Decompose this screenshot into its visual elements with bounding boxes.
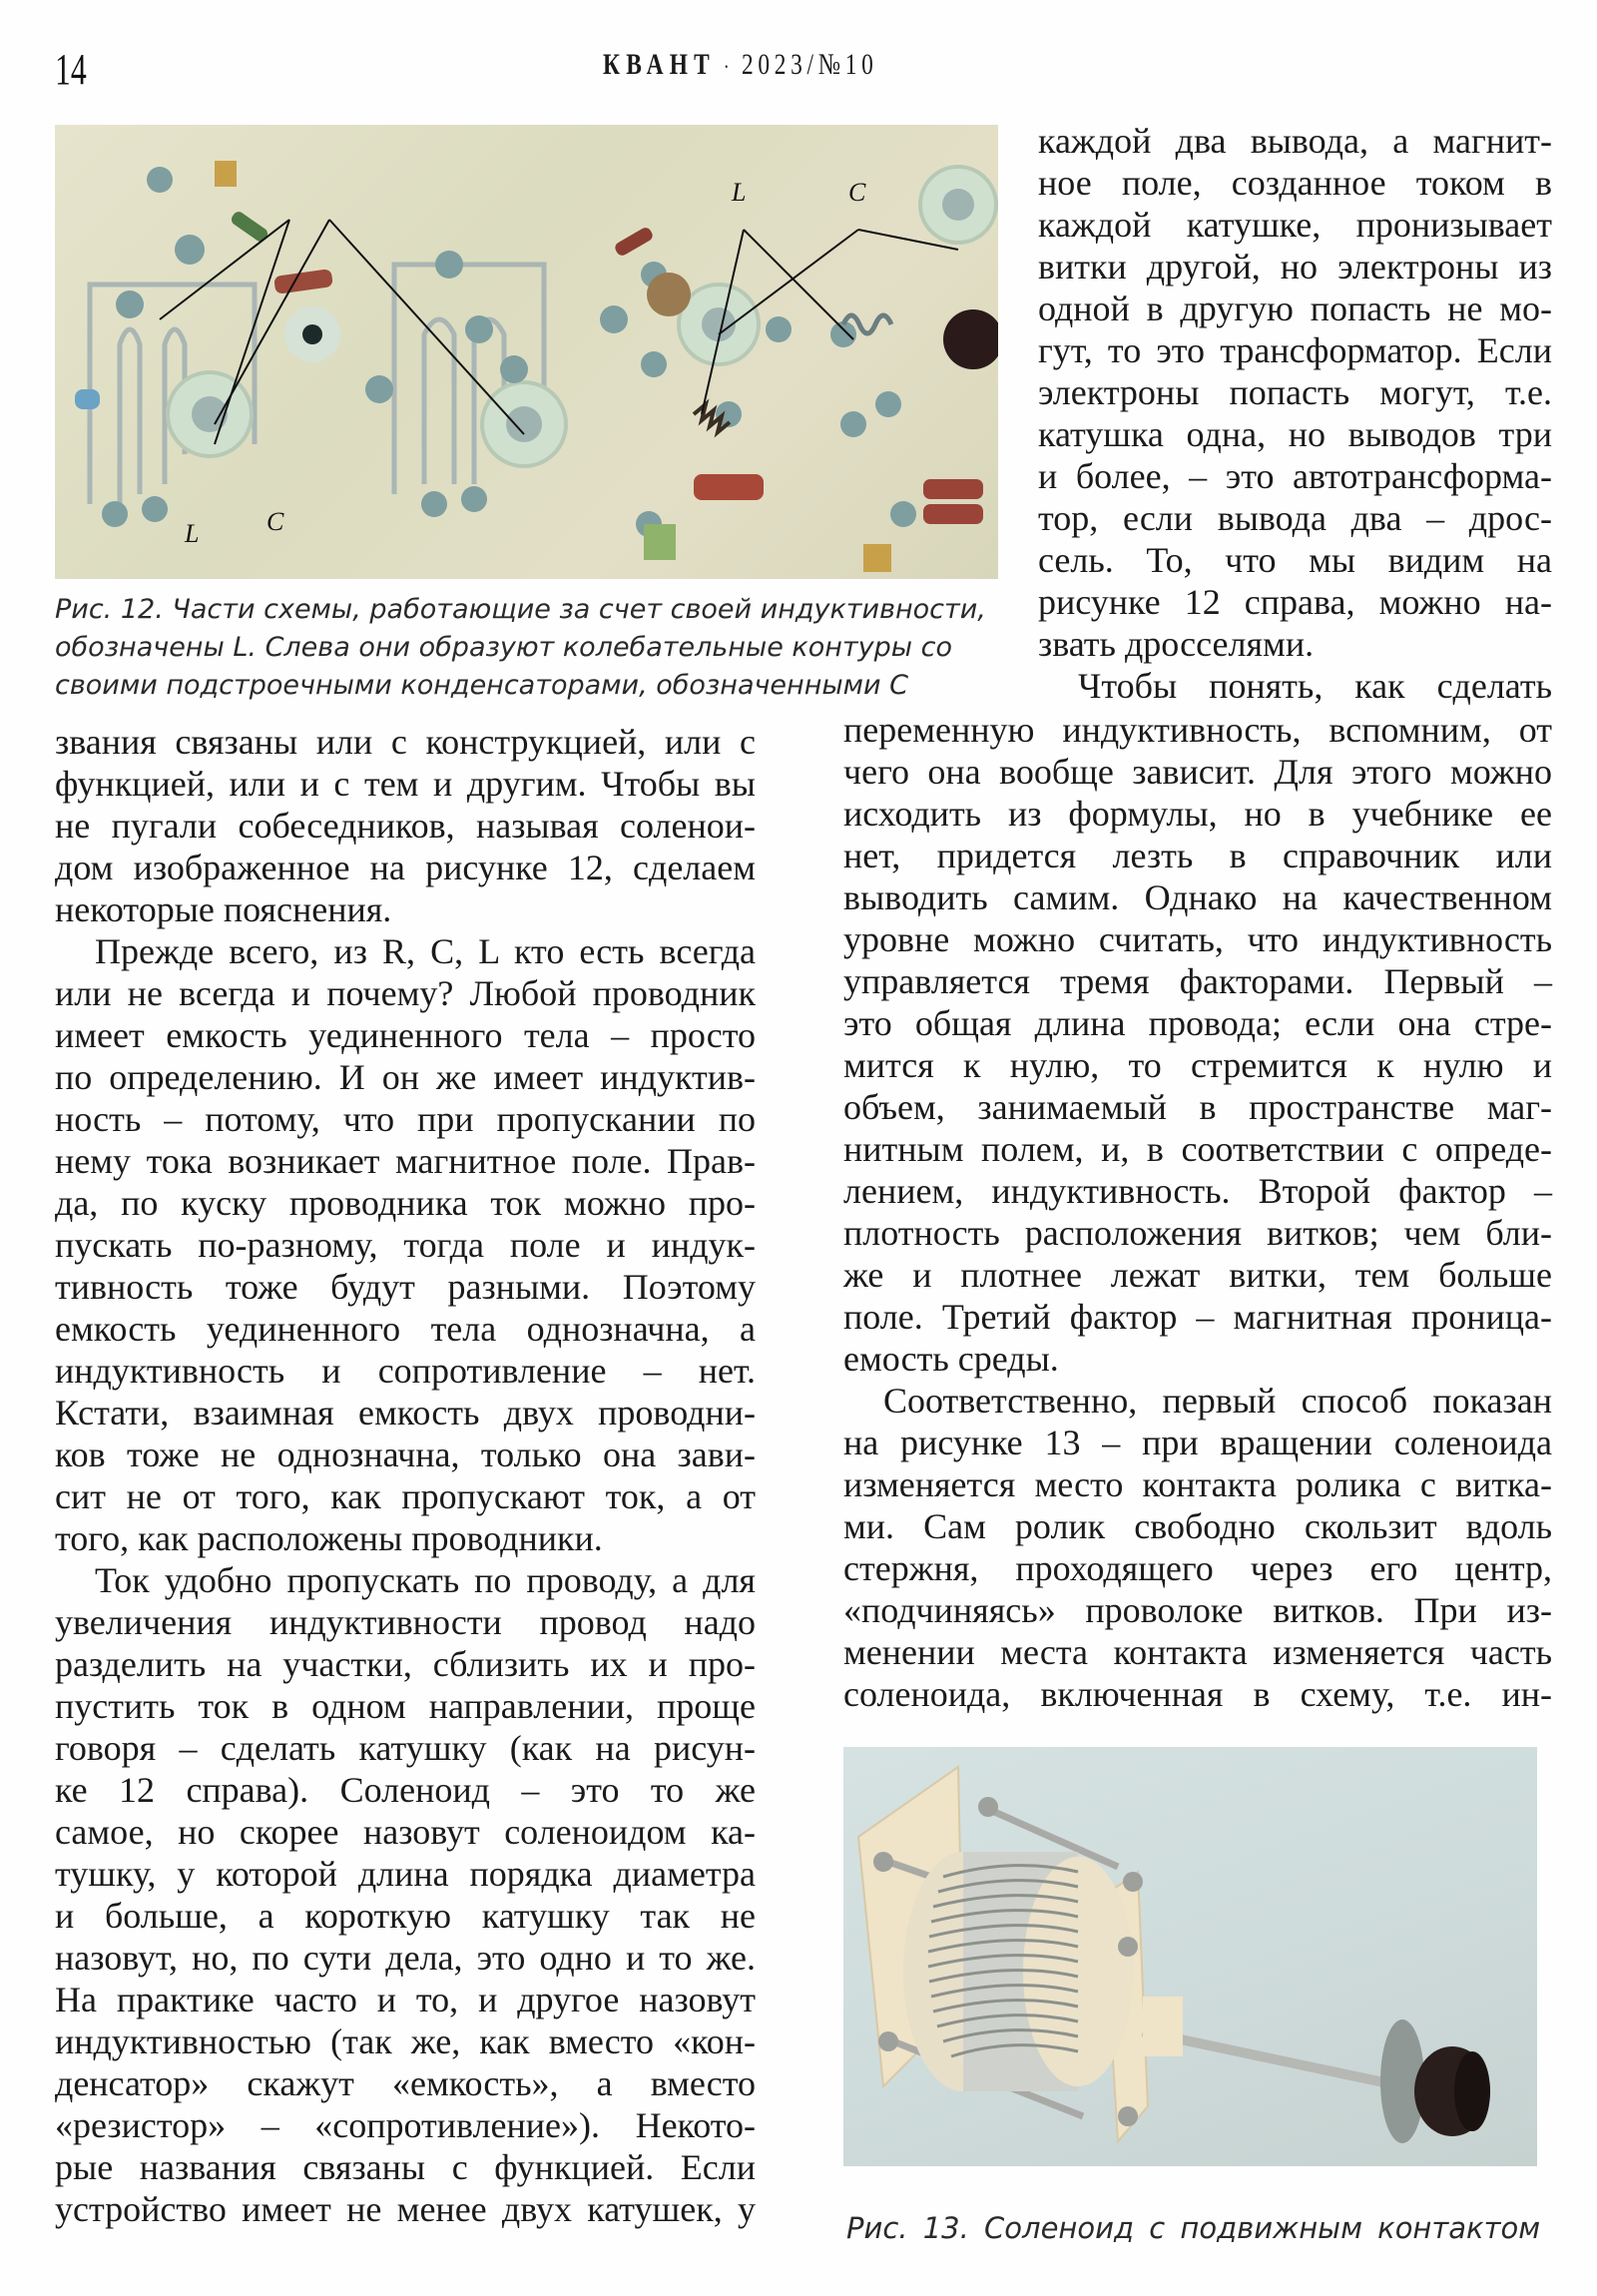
solder-pads	[102, 167, 916, 537]
text-line: каждой два вывода, а магнит-	[1038, 121, 1552, 161]
text-line: же и плотнее лежат витки, тем больше	[843, 1255, 1552, 1295]
text-line: индуктивность и сопротивление – нет.	[55, 1351, 756, 1391]
text-line: электроны попасть могут, т.е.	[1038, 372, 1552, 412]
resistors	[75, 161, 983, 572]
text-line: емость среды.	[843, 1339, 1059, 1379]
right-column-top	[1038, 120, 1552, 707]
text-line: одной в другую попасть не мо-	[1038, 288, 1552, 328]
text-line: или не всегда и почему? Любой проводник	[55, 973, 756, 1013]
text-line: ми. Сам ролик свободно скользит вдоль	[843, 1506, 1552, 1546]
figure-13-caption	[846, 2206, 1540, 2250]
text-line: пустить ток в одном направлении, проще	[55, 1686, 756, 1726]
text-line: гут, то это трансформатор. Если	[1038, 330, 1552, 370]
text-line: нитным полем, и, в соответствии с опреде-	[843, 1129, 1552, 1169]
right-column-bottom	[843, 709, 1552, 1715]
text-line: переменную индуктивность, вспомним, от	[843, 710, 1552, 750]
text-line: это общая длина провода; если она стре-	[843, 1003, 1552, 1043]
header-separator: ·	[723, 54, 735, 80]
text-line: функцией, или и с тем и другим. Чтобы вы	[55, 764, 756, 804]
text-line: ков тоже не однозначна, только она зави-	[55, 1435, 756, 1474]
text-line: управляется тремя факторами. Первый –	[843, 961, 1552, 1001]
text-line: поле. Третий фактор – магнитная проница-	[843, 1297, 1552, 1337]
text-line: мится к нулю, то стремится к нулю и	[843, 1045, 1552, 1085]
text-line: имеет емкость уединенного тела – просто	[55, 1015, 756, 1055]
text-line: изменяется место контакта ролика с витка-	[843, 1464, 1552, 1504]
caption-line: своими подстроечными конденсаторами, обозначенными C	[55, 670, 909, 701]
caption-line: обозначены L. Слева они образуют колебательные контуры со	[55, 632, 953, 663]
text-line: выводить самим. Однако на качественном	[843, 877, 1552, 917]
text-line: тор, если вывода два – дрос-	[1038, 498, 1552, 538]
text-line: плотность расположения витков; чем бли-	[843, 1213, 1552, 1253]
text-line: и больше, а короткую катушку так не	[55, 1896, 756, 1936]
text-line: менении места контакта изменяется часть	[843, 1632, 1552, 1672]
text-line: каждой катушке, пронизывает	[1038, 205, 1552, 245]
left-column	[55, 721, 756, 2230]
text-line: тушку, у которой длина порядка диаметра	[55, 1854, 756, 1894]
caption-line: Рис. 12. Части схемы, работающие за счет своей индуктивности,	[55, 594, 986, 625]
text-line: да, по куску проводника ток можно про-	[55, 1183, 756, 1223]
text-line: говоря – сделать катушку (как на рисун-	[55, 1728, 756, 1768]
text-line: катушка одна, но выводов три	[1038, 414, 1552, 454]
text-line: увеличения индуктивности провод надо	[55, 1602, 756, 1642]
figure-label-c-right: C	[848, 178, 866, 207]
text-line: тивность тоже будут разными. Поэтому	[55, 1267, 756, 1307]
text-line: рые названия связаны с функцией. Если	[55, 2147, 756, 2187]
text-line: Прежде всего, из R, C, L кто есть всегда	[95, 931, 756, 971]
text-line: витки другой, но электроны из	[1038, 247, 1552, 287]
text-line: нет, придется лезть в справочник или	[843, 836, 1552, 875]
text-line: индуктивностью (так же, как вместо «кон-	[55, 2021, 756, 2061]
text-line: разделить на участки, сблизить их и про-	[55, 1644, 756, 1684]
text-line: стержня, проходящего через его центр,	[843, 1548, 1552, 1588]
text-line: рисунке 12 справа, можно на-	[1038, 582, 1552, 622]
text-line: звания связаны или с конструкцией, или с	[55, 722, 756, 762]
magazine-title: КВАНТ	[603, 48, 717, 81]
text-line: сит не от того, как пропускают ток, а от	[55, 1476, 756, 1516]
text-line: самое, но скорее назовут соленоидом ка-	[55, 1812, 756, 1852]
text-line: Кстати, взаимная емкость двух проводни-	[55, 1393, 756, 1433]
text-line: не пугали собеседников, называя соленои-	[55, 806, 756, 846]
text-line: Соответственно, первый способ показан	[883, 1381, 1552, 1421]
text-line: назовут, но, по сути дела, это одно и то же.	[55, 1938, 756, 1978]
figure-label-c-left: C	[266, 507, 284, 536]
text-line: соленоида, включенная в схему, т.е. ин-	[843, 1674, 1552, 1714]
text-line: уровне можно считать, что индуктивность	[843, 919, 1552, 959]
text-line: объем, занимаемый в пространстве маг-	[843, 1087, 1552, 1127]
text-line: на рисунке 13 – при вращении соленоида	[843, 1423, 1552, 1462]
text-line: денсатор» скажут «емкость», а вместо	[55, 2063, 756, 2103]
text-line: ке 12 справа). Соленоид – это то же	[55, 1770, 756, 1810]
text-line: того, как расположены проводники.	[55, 1518, 603, 1558]
text-line: некоторые пояснения.	[55, 889, 392, 929]
text-line: и более, – это автотрансформа-	[1038, 456, 1552, 496]
text-line: Чтобы понять, как сделать	[1078, 666, 1552, 706]
text-line: лением, индуктивность. Второй фактор –	[843, 1171, 1552, 1211]
issue-number: 2023/№10	[742, 48, 878, 81]
text-line: ность – потому, что при пропускании по	[55, 1099, 756, 1139]
text-line: емкость уединенного тела однозначна, а	[55, 1309, 756, 1349]
trimmer-capacitor	[168, 167, 998, 466]
text-line: «подчиняясь» проволоке витков. При из-	[843, 1590, 1552, 1630]
text-line: дом изображенное на рисунке 12, сделаем	[55, 848, 756, 887]
variable-solenoid-illustration	[843, 1747, 1537, 2166]
shaft-and-knob	[1143, 1997, 1490, 2143]
figure-label-l-left: L	[185, 519, 200, 548]
text-line: Ток удобно пропускать по проводу, а для	[95, 1560, 756, 1600]
text-line: звать дросселями.	[1038, 624, 1315, 664]
page-number: 14	[55, 45, 87, 94]
figure-12-caption	[55, 591, 1003, 705]
figure-12-photo	[55, 125, 998, 579]
text-line: исходить из формулы, но в учебнике ее	[843, 794, 1552, 834]
caption-text: Рис. 13. Соленоид с подвижным контактом	[846, 2211, 1541, 2245]
text-line: «резистор» – «сопротивление»). Некото-	[55, 2105, 756, 2145]
text-line: устройство имеет не менее двух катушек, у	[55, 2189, 756, 2229]
text-line: сель. То, что мы видим на	[1038, 540, 1552, 580]
figure-label-l-right: L	[732, 178, 747, 207]
text-line: ное поле, созданное током в	[1038, 163, 1552, 203]
running-header	[603, 48, 877, 82]
text-line: На практике часто и то, и другое назовут	[55, 1980, 756, 2019]
text-line: чего она вообще зависит. Для этого можно	[843, 752, 1552, 792]
figure-13-photo	[843, 1747, 1537, 2166]
text-line: нему тока возникает магнитное поле. Прав-	[55, 1141, 756, 1181]
text-line: по определению. И он же имеет индуктив-	[55, 1057, 756, 1097]
text-line: пускать по-разному, тогда поле и индук-	[55, 1225, 756, 1265]
